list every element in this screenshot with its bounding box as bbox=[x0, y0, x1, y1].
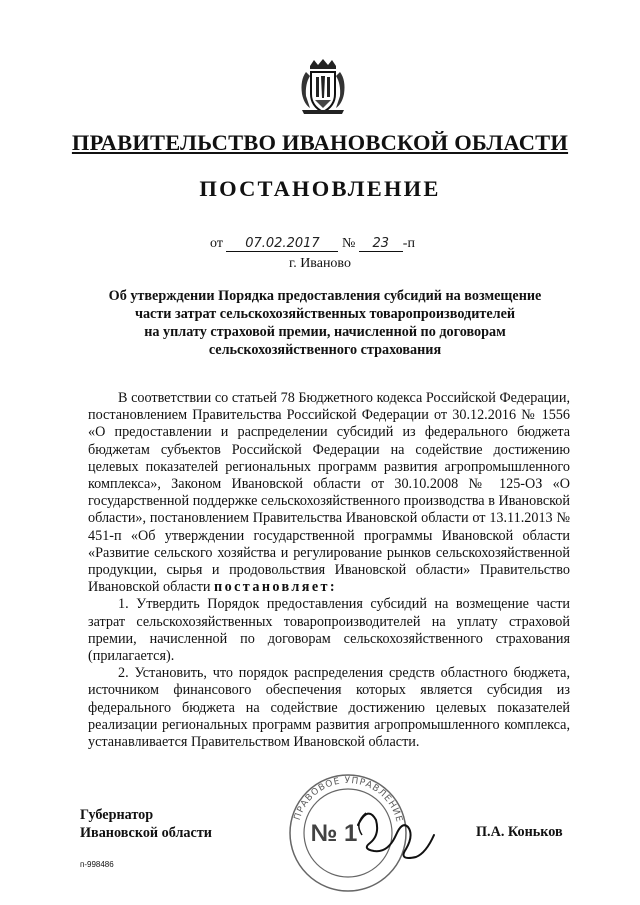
decree-item: 2. Установить, что порядок распределения средств областного бюджета, источником финансового обеспечения которых является субсидия из федерального бюджета на содействие достижению целевых показателей реализации региональных программ развития агропромышленного комплекса, устанавливается Правительством Ивановской области. bbox=[88, 665, 570, 751]
document-subject bbox=[80, 287, 570, 359]
signatory-title bbox=[80, 806, 212, 842]
decree-word: постановляет: bbox=[214, 579, 338, 596]
decree-item: 1. Утвердить Порядок предоставления субсидий на возмещение части затрат сельскохозяйственных товаропроизводителей на уплату страховой премии, начисленной по договорам сельскохозяйственного страхования (прилагается). bbox=[88, 596, 570, 665]
date-prefix: от bbox=[210, 236, 223, 251]
preamble-paragraph bbox=[88, 390, 570, 596]
number-suffix: -п bbox=[402, 236, 415, 251]
svg-text:ПРАВОВОЕ УПРАВЛЕНИЕ bbox=[293, 776, 404, 824]
subject-line: Об утверждении Порядка предоставления субсидий на возмещение bbox=[108, 288, 542, 304]
organization-title: ПРАВИТЕЛЬСТВО ИВАНОВСКОЙ ОБЛАСТИ bbox=[71, 130, 569, 155]
registration-number: 23 bbox=[359, 237, 403, 252]
number-sign: № bbox=[341, 236, 356, 251]
subject-line: сельскохозяйственного страхования bbox=[208, 342, 442, 358]
coat-of-arms-icon bbox=[296, 58, 350, 116]
preamble-text: В соответствии со статьей 78 Бюджетного кодекса Российской Федерации, постановлением Правительства Российской Федерации от 30.12.2016 № 1556 «О предоставлении и распределении субсидий из федерального бюджета бюджетам субъектов Российской Федерации на содействие достижению целевых показателей региональных программ развития агропромышленного комплекса», Законом Ивановской области от 30.10.2008 № 125-ОЗ «О государственной поддержке сельскохозяйственного производства в Ивановской области», постановлением Правительства Ивановской области от 13.11.2013 № 451-п «Об утверждении государственной программы Ивановской области «Развитие сельского хозяйства и регулирование рынков сельскохозяйственной продукции, сырья и продовольствия Ивановской области» Правительство Ивановской области bbox=[88, 390, 570, 596]
document-body bbox=[88, 390, 570, 751]
subject-line: части затрат сельскохозяйственных товаропроизводителей bbox=[134, 306, 516, 322]
official-stamp bbox=[258, 765, 438, 895]
city-name: г. Иваново bbox=[289, 256, 351, 271]
document-id: п-998486 bbox=[80, 860, 114, 869]
signatory-title-line: Губернатор bbox=[80, 807, 154, 823]
registration-line bbox=[210, 236, 415, 252]
registration-date: 07.02.2017 bbox=[226, 237, 338, 252]
document-type-title: ПОСТАНОВЛЕНИЕ bbox=[199, 176, 441, 201]
signatory-title-line: Ивановской области bbox=[80, 825, 212, 841]
stamp-ring-text: ПРАВОВОЕ УПРАВЛЕНИЕ bbox=[292, 775, 404, 824]
subject-line: на уплату страховой премии, начисленной по договорам bbox=[144, 324, 506, 340]
signatory-name: П.А. Коньков bbox=[476, 824, 563, 840]
stamp-number: № 1 bbox=[310, 820, 358, 847]
